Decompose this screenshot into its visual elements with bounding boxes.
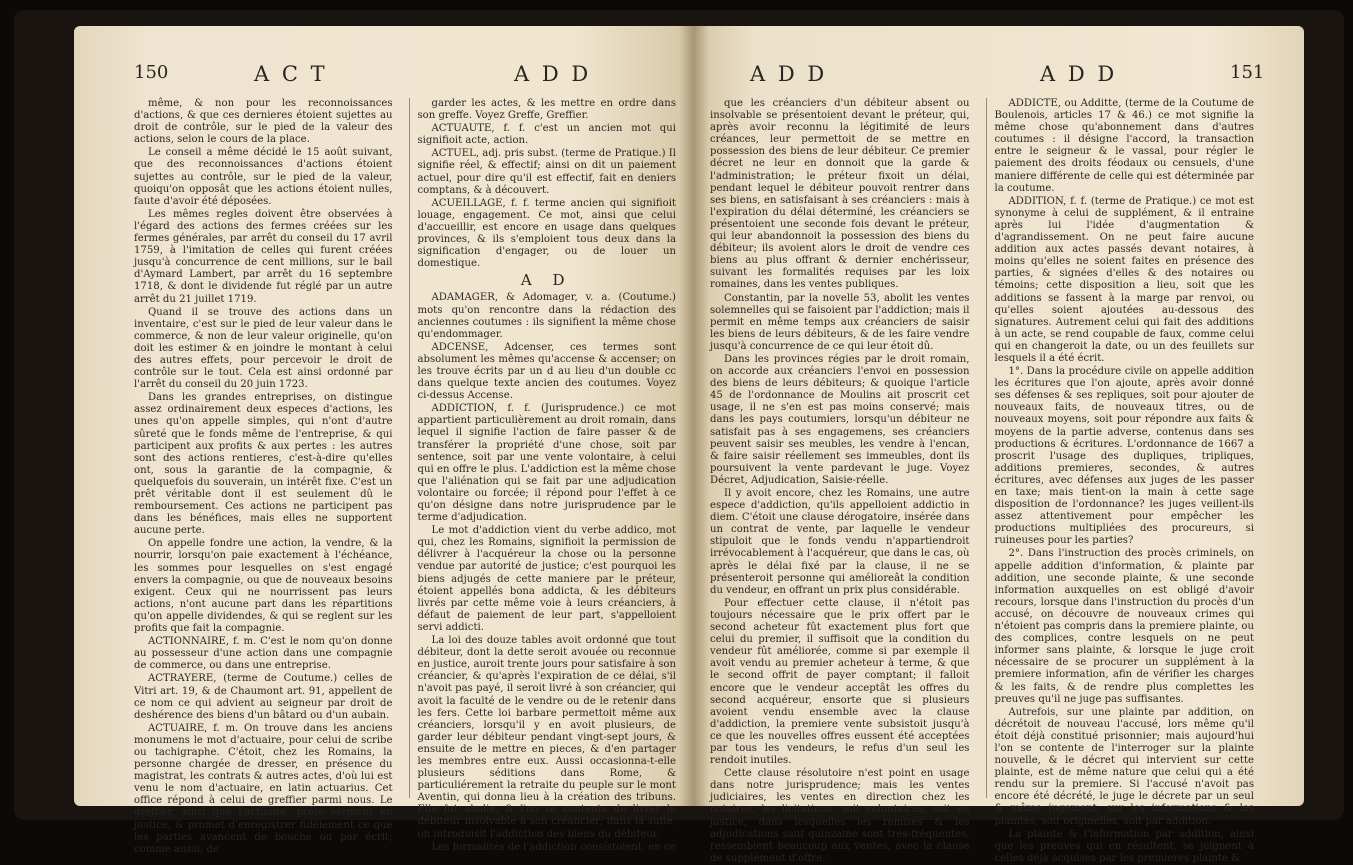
- right-page: [694, 26, 1304, 864]
- left-running-head: [134, 62, 676, 92]
- left-head-right: A D D: [514, 62, 592, 86]
- paragraph: ACTUAUTE, f. f. c'est un ancien mot qui signifioit acte, action.: [417, 123, 676, 147]
- paragraph: On appelle fondre une action, la vendre, & la nourrir, lorsqu'on paie exactement à l'échéance, les sommes pour lesquelles on s'est engagé envers la compagnie, ou que de nouveaux besoins exigent. Ceux qui ne nourrissent pas leurs actions, n'ont aucune part dans les répartitions qu'on appelle dividendes, & qui se reglent sur les profits que fait la compagnie.: [134, 538, 393, 635]
- paragraph: ADDITION, f. f. (terme de Pratique.) ce mot est synonyme à celui de supplément, & il entraine après lui l'idée d'augmentation & d'agrandissement. On ne peut faire aucune addition aux actes passés devant notaires, à moins qu'elles ne soient faites en présence des parties, & signées d'elles & des notaires ou témoins; cette disposition a lieu, soit que les additions se fassent à la marge par renvoi, ou qu'elles soient ajoutées au-dessous des signatures. Autrement celui qui fait des additions à un acte, se rend coupable de faux, comme celui qui en changeroit la date, ou un des feuillets sur lesquels il a été écrit.: [994, 195, 1254, 364]
- left-page-number: 150: [134, 62, 169, 83]
- open-book: [14, 10, 1344, 864]
- paragraph: Les mêmes regles doivent être observées à l'égard des actions des fermes créées sur les fermes générales, par arrêt du conseil du 17 avril 1759, à l'imitation de celles qui furent créées jusqu'à concurrence de cent millions, sur le bail d'Aymard Lambert, par arrêt du 16 septembre 1718, & dont le dividende fut réglé par un autre arrêt du 21 juillet 1719.: [134, 208, 393, 305]
- right-column-2: [986, 98, 1255, 864]
- paragraph: Dans les grandes entreprises, on distingue assez ordinairement deux especes d'actions, les unes qu'on appelle simples, qui n'ont d'autre sûreté que le fonds même de l'entreprise, & qui participent aux profits & aux pertes : les autres sont des actions rentieres, c'est-à-dire qu'elles ont, sous la garantie de la compagnie, & quelquefois du souverain, un intérêt fixe. C'est un prêt véritable dont il est seulement dû le remboursement. Ces actions ne participent pas dans les bénéfices, mais elles ne supportent aucune perte.: [134, 392, 393, 537]
- paragraph: ADCENSE, Adcenser, ces termes sont absolument les mêmes qu'accense & accenser; on les trouve écrits par un d au lieu d'un double cc dans quelque texte ancien des coutumes. Voyez ci-dessus Accense.: [417, 341, 676, 402]
- right-head-left: A D D: [750, 62, 828, 86]
- left-column-2: [409, 98, 677, 853]
- right-page-number: 151: [1230, 62, 1265, 83]
- paragraph: ACUEILLAGE, f. f. terme ancien qui signifioit louage, engagement. Ce mot, ainsi que celui d'accueillir, est encore en usage dans quelques provinces, & ils s'emploient tous deux dans la signification d'engager, ou de louer un domestique.: [417, 197, 676, 270]
- paragraph: Dans les provinces régies par le droit romain, on accorde aux créanciers l'envoi en possession des biens de leurs débiteurs; & quoique l'article 45 de l'ordonnance de Moulins ait proscrit cet usage, il ne s'en est pas moins conservé; mais dans les pays coutumiers, lorsqu'un débiteur ne satisfait pas à ses engagemens, ses créanciers peuvent saisir ses meubles, les vendre à l'encan, & faire saisir réellement ses immeubles, dont ils poursuivent la vente pardevant le juge. Voyez Décret, Adjudication, Saisie-réelle.: [710, 353, 970, 486]
- paragraph: Cette clause résolutoire n'est point en usage dans notre jurisprudence; mais les ventes judiciaires, les ventes en direction chez les notaires, les licitations, soit volontaires, soit en justice, dans lesquelles les remises & les adjudications sauf quinzaine sont très-fréquentes, ressemblent beaucoup aux ventes, avec la clause de supplément d'offre.: [710, 768, 970, 864]
- left-head-left: A C T: [254, 62, 328, 86]
- paragraph: Il y avoit encore, chez les Romains, une autre espece d'addiction, qu'ils appelloient addictio in diem. C'étoit une clause dérogatoire, insérée dans un contrat de vente, par laquelle le vendeur stipuloit que le fonds vendu n'appartiendroit irrévocablement à l'acquéreur, que dans le cas, où après le délai fixé par la clause, il ne se présenteroit personne qui amélioreât la condition du vendeur, en offrant un prix plus considérable.: [710, 488, 970, 596]
- paragraph: garder les actes, & les mettre en ordre dans son greffe. Voyez Greffe, Greffier.: [417, 98, 676, 122]
- paragraph: Le conseil a même décidé le 15 août suivant, que des reconnoissances d'actions étoient sujettes au contrôle, sur le pied de la valeur, quoiqu'on opposât que les actions étoient nulles, faute d'avoir été déposées.: [134, 147, 393, 207]
- paragraph: même, & non pour les reconnoissances d'actions, & que ces dernieres étoient sujettes au droit de contrôle, sur le pied de la valeur des actions, selon le cours de la place.: [134, 98, 393, 146]
- paragraph: Constantin, par la novelle 53, abolit les ventes solemnelles qui se faisoient par l'addiction; mais il permit en même temps aux créanciers de saisir les biens de leurs débiteurs, & de les faire vendre jusqu'à concurrence de ce qui leur étoit dû.: [710, 292, 970, 352]
- section-heading: A D: [520, 271, 573, 290]
- paragraph: ADAMAGER, & Adomager, v. a. (Coutume.) mots qu'on rencontre dans la rédaction des anciennes coutumes : ils signifient la même chose qu'endommager.: [417, 292, 676, 340]
- book-gutter: [679, 26, 709, 806]
- paragraph: Le mot d'addiction vient du verbe addico, mot qui, chez les Romains, signifioit la permission de délivrer à l'acquéreur la chose ou la personne vendue par autorité de justice; c'est pourquoi les biens adjugés de cette maniere par le préteur, étoient appellés bona addicta, & les débiteurs livrés par cette même voie à leurs créanciers, à défaut de paiement de leur part, s'appelloient servi addicti.: [417, 525, 676, 633]
- right-column-1: [710, 98, 970, 864]
- paragraph: Pour effectuer cette clause, il n'étoit pas toujours nécessaire que le prix offert par le second acheteur fût exactement plus fort que celui du premier, il suffisoit que la condition du vendeur fût améliorée, comme si par exemple il avoit vendu au premier acheteur à terme, & que le second offrit de payer comptant; il falloit encore que le vendeur acceptât les offres du second acquéreur, ensorte que si plusieurs avoient vendu ensemble avec la clause d'addiction, la premiere vente subsistoit jusqu'à ce que les nouvelles offres eussent été acceptées par tous les vendeurs, le refus d'un seul les rendoit inutiles.: [710, 597, 970, 767]
- paragraph: ADDICTION, f. f. (Jurisprudence.) ce mot appartient particulièrement au droit romain, dans lequel il signifie l'action de faire passer & de transférer la propriété d'une chose, soit par sentence, soit par une vente volontaire, à celui qui en offre le plus. L'addiction est la même chose que l'aliénation qui se fait par une adjudication volontaire ou forcée; il répond pour l'effet à ce qu'on désigne dans notre jurisprudence par le terme d'adjudication.: [417, 403, 676, 524]
- right-head-right: A D D: [1040, 62, 1118, 86]
- paragraph: Les formalités de l'addiction consistoient, en ce: [431, 841, 676, 853]
- paragraph: ACTUAIRE, f. m. On trouve dans les anciens monumens le mot d'actuaire, pour celui de scribe ou tachigraphe. C'étoit, chez les Romains, la personne chargée de dresser, en présence du magistrat, les contrats & autres actes, d'où lui est venu le nom d'actuaire, en latin actuarius. Cet office répond à celui de greffier parmi nous. Le greffier, ainsi que l'actuaire, prête serment en justice, & promet d'enregistrer fidèlement ce que les parties avancent de bouche ou par écrit; comme aussi, de: [134, 722, 393, 855]
- paragraph: que les créanciers d'un débiteur absent ou insolvable se présentoient devant le préteur, qui, après avoir reconnu la légitimité de leurs créances, leur permettoit de se mettre en possession des biens de leur débiteur. Ce premier décret ne leur en donnoit que la garde & l'administration; le préteur fixoit un délai, pendant lequel le débiteur pouvoit rentrer dans ses biens, en satisfaisant à ses créanciers : mais à l'expiration du délai déterminé, les créanciers se présentoient une seconde fois devant le préteur, qui leur abandonnoit la possession des biens du débiteur; ils avoient alors le droit de vendre ces biens au plus offrant & dernier enchérisseur, suivant les formalités requises par les loix romaines, dans les ventes publiques.: [710, 98, 970, 291]
- paragraph: ADDICTE, ou Additte, (terme de la Coutume de Boulenois, articles 17 & 46.) ce mot signifie la même chose qu'abonnement dans d'autres coutumes : il désigne l'accord, la transaction entre le seigneur & le vassal, pour régler le paiement des droits féodaux ou censuels, d'une maniere différente de celle qui est déterminée par la coutume.: [994, 98, 1254, 194]
- paragraph: 1°. Dans la procédure civile on appelle addition les écritures que l'on ajoute, après avoir donné ses défenses & ses repliques, soit pour ajouter de nouveaux faits, de nouveaux titres, ou de nouveaux moyens, soit pour répondre aux faits & moyens de la partie adverse, contenus dans ses productions & écritures. L'ordonnance de 1667 a proscrit l'usage des dupliques, tripliques, additions premieres, secondes, & autres écritures, avec défenses aux juges de les passer en taxe; mais tient-on la main à cette sage disposition de l'ordonnance? les juges veillent-ils assez attentivement pour empêcher les productions multipliées des procureurs, si ruineuses pour les parties?: [994, 366, 1254, 547]
- paragraph: ACTUEL, adj. pris subst. (terme de Pratique.) Il signifie réel, & effectif; ainsi on dit un paiement actuel, pour dire qu'il est effectif, fait en deniers comptans, & à découvert.: [417, 148, 676, 196]
- paragraph: 2°. Dans l'instruction des procès criminels, on appelle addition d'information, & plainte par addition, une seconde plainte, & une seconde information auxquelles on est obligé d'avoir recours, lorsque dans l'instruction du procès d'un accusé, on découvre de nouveaux crimes qui n'étoient pas compris dans la premiere plainte, ou des complices, contre lesquels on ne peut informer sans plainte, & lorsque le juge croit nécessaire de se procurer un supplément à la premiere information, afin de vérifier les charges & les faits, & de rendre plus complettes les preuves qu'il ne juge pas suffisantes.: [994, 548, 1254, 705]
- left-column-1: [134, 98, 393, 855]
- paragraph: Quand il se trouve des actions dans un inventaire, c'est sur le pied de leur valeur dans le commerce, & non de leur valeur originelle, qu'on doit les estimer & en joindre le montant à celui des autres effets, pour percevoir le droit de contrôle sur le tout. Cela est ainsi ordonné par l'arrêt du conseil du 20 juin 1723.: [134, 306, 393, 391]
- paragraph: La loi des douze tables avoit ordonné que tout débiteur, dont la dette seroit avouée ou reconnue en justice, auroit trente jours pour satisfaire à son créancier, & qu'après l'expiration de ce délai, s'il n'avoit pas payé, il seroit livré à son créancier, qui avoit la faculté de le vendre ou de le retenir dans les fers. Cette loi barbare permettoit même aux créanciers, lorsqu'il y en avoit plusieurs, de garder leur débiteur pendant vingt-sept jours, & ensuite de le mettre en pieces, & d'en partager les membres entre eux. Aussi occasionna-t-elle plusieurs séditions dans Rome, & particuliérement la retraite du peuple sur le mont Aventin, qui donna lieu à la création des tribuns. Elle fut abolie, & l'on se contenta de livrer le débiteur insolvable à son créancier; dans la suite, on introduisit l'addiction des biens du débiteur.: [417, 635, 676, 840]
- right-columns: [710, 98, 1254, 864]
- paragraph: La plainte & l'information par addition, ainsi que les preuves qui en résultent, se joignent à celles déjà acquises par les premieres plainte &: [994, 828, 1254, 864]
- right-running-head: [710, 62, 1265, 92]
- paragraph: ACTIONNAIRE, f. m. C'est le nom qu'on donne au possesseur d'une action dans une compagnie de commerce, ou dans une entreprise.: [134, 636, 393, 672]
- paragraph: Autrefois, sur une plainte par addition, on décrétoit de nouveau l'accusé, lors même qu'il étoit déjà constitué prisonnier; mais aujourd'hui l'on se contente de l'interroger sur la plainte nouvelle, & le décret qui intervient sur cette plainte, est de même nature que celui qui a été rendu sur la premiere. Si l'accusé n'avoit pas encore été décrété, le juge le décrete par un seul & même jugement, sur les informations & les plaintes, soit originelles, soit par addition.: [994, 706, 1254, 827]
- left-page: [74, 26, 694, 855]
- paragraph: ACTRAYERE, (terme de Coutume.) celles de Vitri art. 19, & de Chaumont art. 91, appellent de ce nom ce qui advient au seigneur par droit de deshérence des biens d'un bâtard ou d'un aubain.: [134, 673, 393, 721]
- left-columns: [134, 98, 676, 855]
